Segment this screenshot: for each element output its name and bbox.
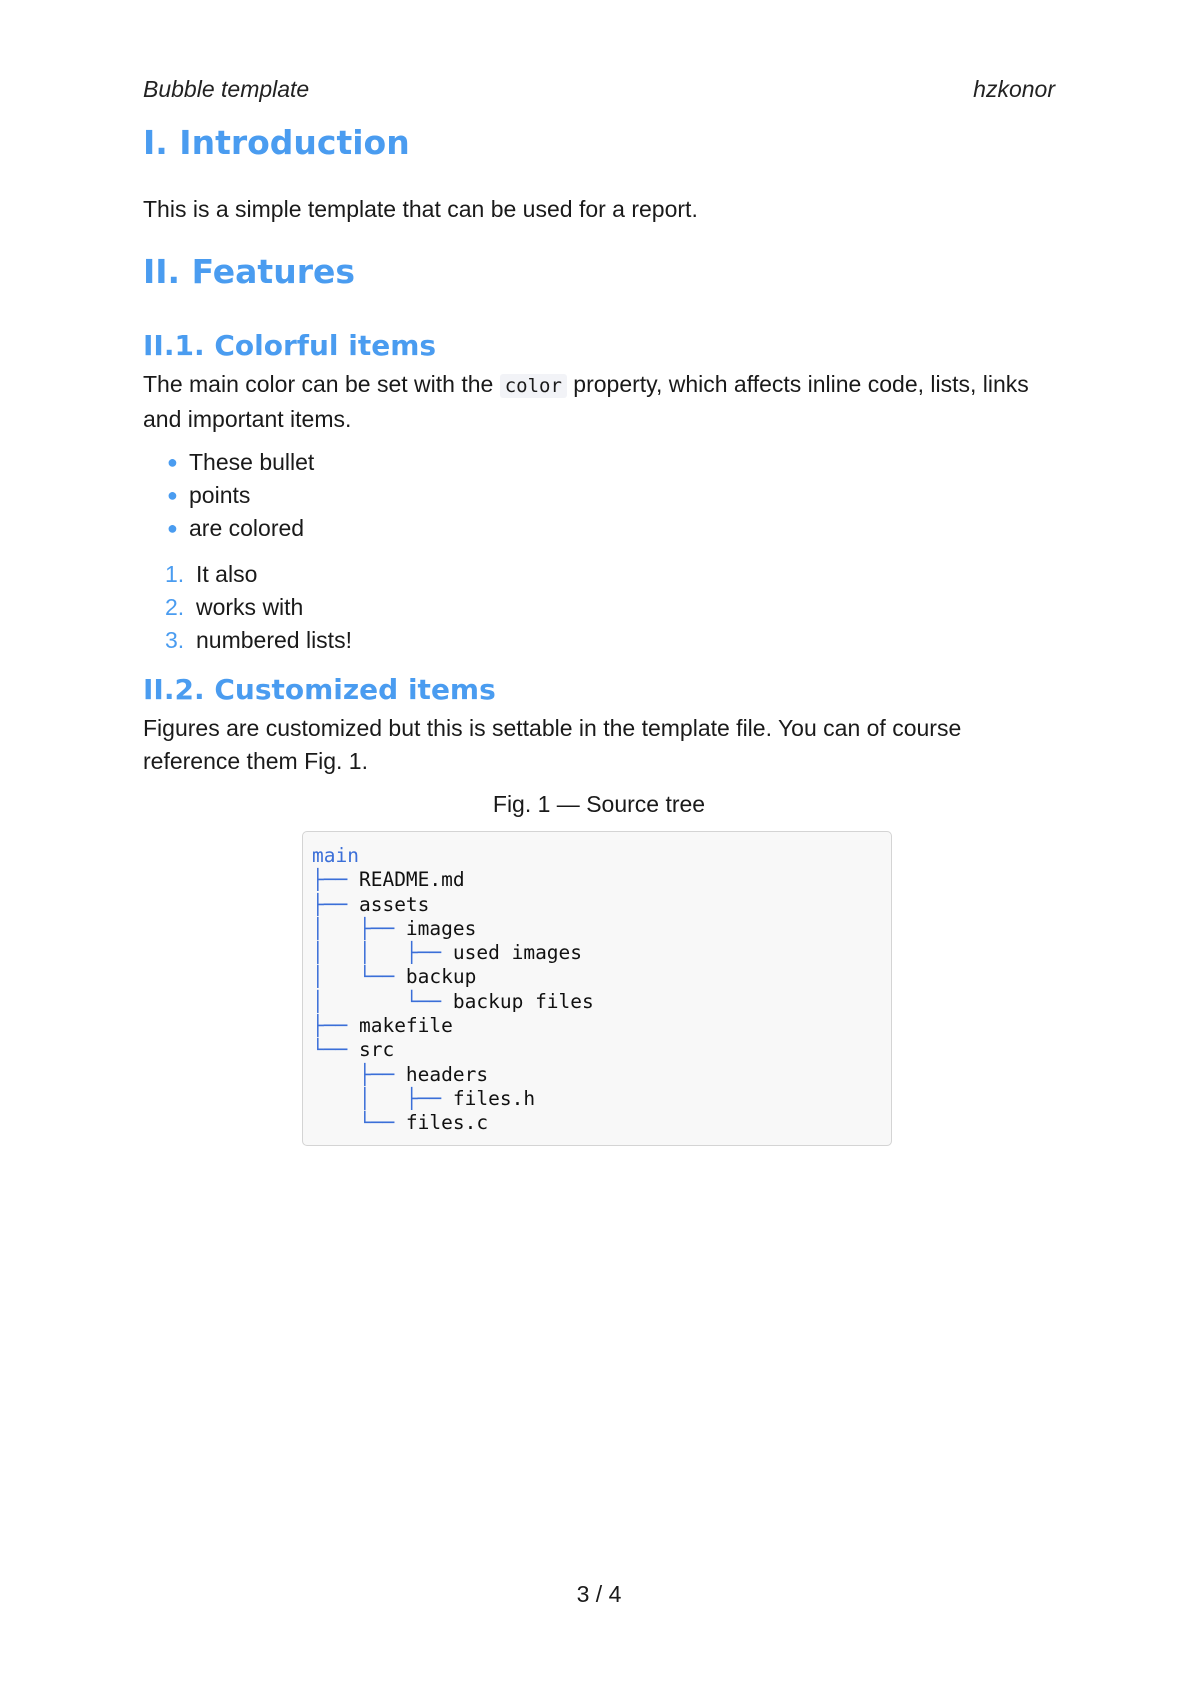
tree-node: backup files bbox=[452, 989, 594, 1013]
bullet-icon: ● bbox=[167, 485, 178, 505]
colorful-text-after: property, which affects inline code, lists, links and important items. bbox=[143, 371, 1029, 432]
tree-node: backup bbox=[405, 965, 477, 989]
bullet-icon: ● bbox=[167, 452, 178, 472]
header-author: hzkonor bbox=[973, 76, 1055, 102]
tree-node: README.md bbox=[358, 868, 465, 892]
figure-caption: Fig. 1 — Source tree bbox=[492, 791, 706, 817]
list-item: ● are colored bbox=[165, 512, 314, 545]
customized-paragraph: Figures are customized but this is settable in the template file. You can of course reference them Fig. 1. bbox=[143, 715, 962, 774]
tree-root: main bbox=[312, 844, 359, 867]
numbered-list bbox=[165, 558, 352, 657]
list-item: ● points bbox=[165, 479, 314, 512]
tree-node: makefile bbox=[358, 1014, 453, 1038]
tree-node: used images bbox=[452, 941, 583, 965]
intro-paragraph: This is a simple template that can be used for a report. bbox=[143, 196, 698, 222]
tree-node: assets bbox=[358, 892, 430, 916]
heading-features: II. Features bbox=[143, 252, 356, 291]
colorful-paragraph bbox=[143, 368, 1055, 436]
list-item: ● These bullet bbox=[165, 446, 314, 479]
tree-node: files.c bbox=[405, 1111, 489, 1135]
inline-code: color bbox=[500, 374, 567, 398]
heading-colorful-items: II.1. Colorful items bbox=[143, 329, 437, 362]
heading-customized-items: II.2. Customized items bbox=[143, 673, 496, 706]
list-item: 1. It also bbox=[165, 558, 352, 591]
tree-node: files.h bbox=[452, 1086, 536, 1110]
running-header bbox=[143, 76, 1055, 106]
page-number: 3 / 4 bbox=[576, 1581, 622, 1607]
bullet-list bbox=[165, 446, 314, 545]
list-number: 1. bbox=[165, 561, 185, 587]
tree-node: images bbox=[405, 916, 477, 940]
colorful-text-before: The main color can be set with the bbox=[143, 371, 500, 397]
tree-node: headers bbox=[405, 1062, 489, 1086]
source-tree-figure bbox=[302, 831, 892, 1146]
list-item: 3. numbered lists! bbox=[165, 624, 352, 657]
tree-node: src bbox=[358, 1038, 395, 1062]
source-tree: main ├── README.md ├── assets │ ├── images │ │ ├── used images │ └── backup │ └── backup files ├── makefile └── src ├── headers │ ├── files.h └── files.c bbox=[312, 844, 594, 1135]
bullet-icon: ● bbox=[167, 518, 178, 538]
list-number: 2. bbox=[165, 594, 185, 620]
list-item: 2. works with bbox=[165, 591, 352, 624]
list-number: 3. bbox=[165, 627, 185, 653]
header-title: Bubble template bbox=[143, 76, 310, 102]
heading-introduction: I. Introduction bbox=[143, 123, 410, 162]
